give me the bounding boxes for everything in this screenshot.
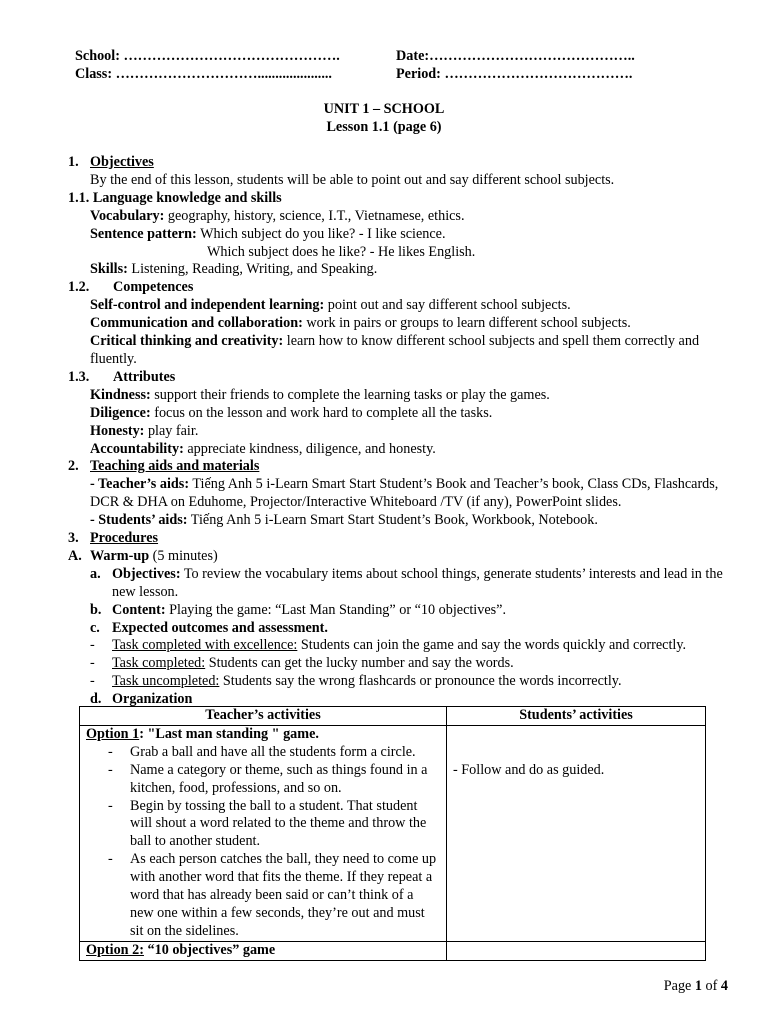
vocabulary-line: Vocabulary: geography, history, science, I.T., Vietnamese, ethics.	[90, 207, 465, 224]
lesson-body	[68, 154, 733, 709]
self-control-line: Self-control and independent learning: point out and say different school subjects.	[90, 297, 571, 314]
list-item: - As each person catches the ball, they need to come up with another word that fits the theme. If they repeat a word that has already been said or can’t think of a new one within a few seconds, they’re out and must sit on the sidelines.	[108, 851, 437, 939]
section-objectives-heading: 1. Objectives	[68, 154, 154, 170]
outcome-uncompleted: - Task uncompleted: Students say the wrong flashcards or pronounce the words incorrectly.	[90, 673, 622, 690]
list-item: - Begin by tossing the ball to a student. That student will shout a word related to the theme and throw the ball to another student.	[108, 797, 427, 850]
outcome-excellence: - Task completed with excellence: Students can join the game and say the words quickly and correctly.	[90, 637, 687, 654]
warm-up-objectives: a. Objectives: To review the vocabulary items about school things, generate students’ interests and lead in the new lesson.	[90, 565, 723, 600]
accountability-line: Accountability: appreciate kindness, diligence, and honesty.	[90, 440, 436, 457]
option-1-cell	[80, 725, 447, 941]
unit-title: UNIT 1 – SCHOOL	[323, 101, 445, 117]
outcome-completed: - Task completed: Students can get the lucky number and say the words.	[90, 655, 514, 672]
warm-up-heading: A. Warm-up (5 minutes)	[68, 547, 218, 564]
warm-up-expected-outcomes: c. Expected outcomes and assessment.	[90, 619, 328, 636]
option-2-student-cell	[447, 941, 706, 960]
student-activities-header: Students’ activities	[447, 707, 706, 726]
critical-thinking-line: Critical thinking and creativity: learn how to know different school subjects and spell them correctly and fluently.	[90, 333, 700, 367]
warm-up-content: b. Content: Playing the game: “Last Man Standing” or “10 objectives”.	[90, 601, 507, 618]
section-1-1-heading: 1.1. Language knowledge and skills	[68, 189, 282, 206]
section-teaching-aids-heading: 2. Teaching aids and materials	[68, 458, 260, 475]
option-1-student-text: - Follow and do as guided.	[453, 761, 605, 778]
option-2-cell	[80, 941, 447, 960]
lesson-title: Lesson 1.1 (page 6)	[326, 119, 442, 135]
sentence-pattern-line: Sentence pattern: Which subject do you like? - I like science.	[90, 225, 446, 242]
communication-line: Communication and collaboration: work in pairs or groups to learn different school subjects.	[90, 315, 631, 332]
list-item: - Name a category or theme, such as things found in a kitchen, food, professions, and so on.	[108, 761, 428, 796]
section-procedures-heading: 3. Procedures	[68, 530, 159, 547]
date-field: Date:……………………………………..	[396, 48, 635, 64]
list-item: - Grab a ball and have all the students form a circle.	[108, 743, 416, 760]
option-1-title: Option 1: "Last man standing " game.	[86, 725, 319, 742]
school-field: School: ……………………………………….	[75, 48, 340, 64]
option-1-steps	[86, 744, 440, 941]
table-row	[80, 725, 706, 941]
page-number: Page 1 of 4	[663, 978, 728, 994]
skills-line: Skills: Listening, Reading, Writing, and Speaking.	[90, 261, 378, 278]
table-header-row	[80, 707, 706, 726]
teacher-activities-header: Teacher’s activities	[80, 707, 447, 726]
kindness-line: Kindness: support their friends to complete the learning tasks or play the games.	[90, 386, 550, 403]
table-row	[80, 941, 706, 960]
section-1-2-heading: 1.2. Competences	[68, 279, 194, 296]
teacher-aids-line: - Teacher’s aids: Tiếng Anh 5 i-Learn Smart Start Student’s Book and Teacher’s book, Class CDs, Flashcards, DCR & DHA on Eduhome, Projector/Interactive Whiteboard /TV (if any), PowerPoint slides.	[90, 476, 719, 511]
activities-table	[79, 706, 706, 961]
section-1-3-heading: 1.3. Attributes	[68, 368, 176, 385]
warm-up-organization: d. Organization	[90, 691, 193, 708]
option-1-student-cell	[447, 725, 706, 941]
diligence-line: Diligence: focus on the lesson and work hard to complete all the tasks.	[90, 404, 493, 421]
student-aids-line: - Students’ aids: Tiếng Anh 5 i-Learn Smart Start Student’s Book, Workbook, Notebook.	[90, 512, 598, 529]
class-field: Class: ………………………….....................	[75, 66, 332, 82]
honesty-line: Honesty: play fair.	[90, 422, 199, 439]
sentence-pattern-line-2: Which subject does he like? - He likes English.	[207, 243, 476, 260]
objectives-intro: By the end of this lesson, students will be able to point out and say different school subjects.	[90, 171, 615, 188]
period-field: Period: ………………………………….	[396, 66, 633, 82]
option-2-title: Option 2: “10 objectives” game	[86, 941, 276, 958]
